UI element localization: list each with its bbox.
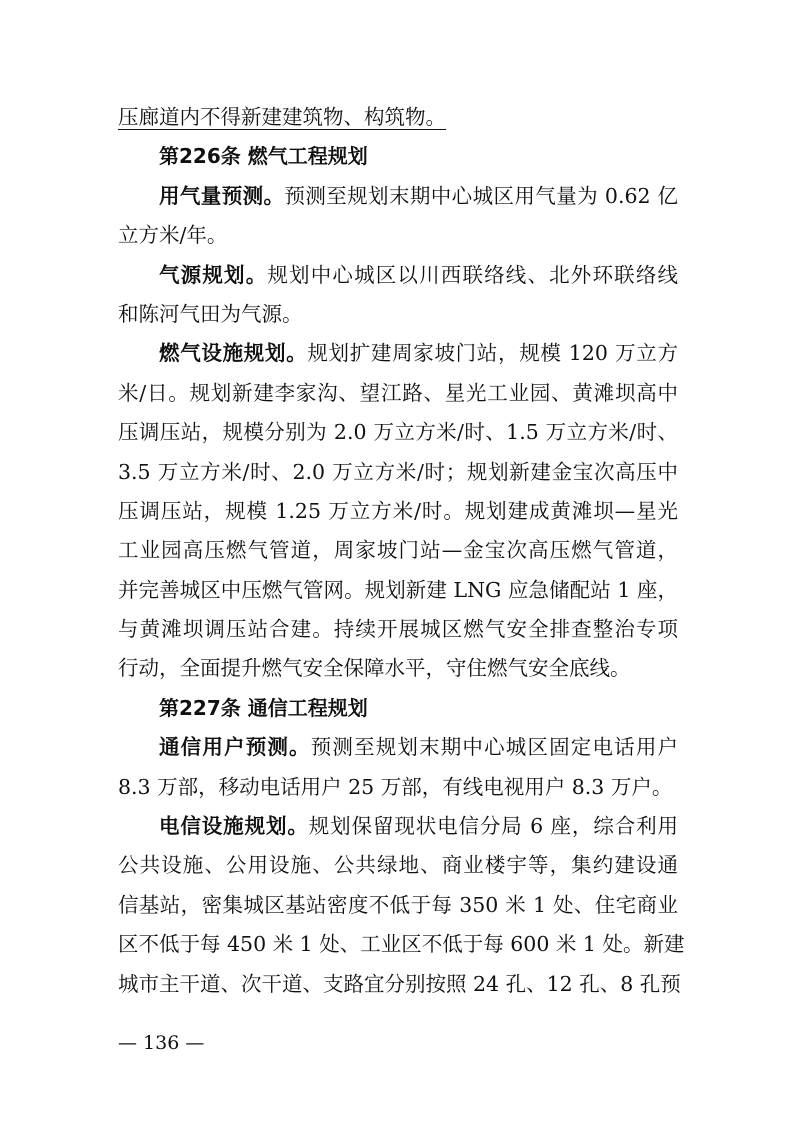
paragraph-text: 压调压站，规模 1.25 万立方米/时。规划建成黄滩坝—星光 — [118, 498, 678, 523]
paragraph-text: 工业园高压燃气管道，周家坡门站—金宝次高压燃气管道， — [118, 538, 678, 563]
paragraph-lead: 用气量预测。 — [159, 183, 285, 208]
paragraph-lead: 电信设施规划。 — [159, 814, 309, 839]
page-number: — 136 — — [118, 1032, 205, 1054]
paragraph-text: 和陈河气田为气源。 — [118, 301, 303, 326]
paragraph-text: 区不低于每 450 米 1 处、工业区不低于每 600 米 1 处。新建 — [118, 932, 685, 957]
paragraph-continuation — [118, 98, 678, 137]
paragraph-text: 与黄滩坝调压站合建。持续开展城区燃气安全排查整治专项 — [118, 617, 678, 642]
underlined-text: 压廊道内不得新建建筑物、构筑物。 — [118, 105, 446, 129]
paragraph-text: 规划扩建周家坡门站，规模 120 万立方 — [307, 341, 678, 366]
paragraph-text: 信基站，密集城区基站密度不低于每 350 米 1 处、住宅商业 — [118, 892, 678, 917]
section-227-heading: 第227条 通信工程规划 — [159, 695, 368, 720]
section-226-heading: 第226条 燃气工程规划 — [159, 144, 368, 169]
paragraph-telecom-facilities — [118, 807, 685, 1004]
paragraph-text: 立方米/年。 — [118, 223, 228, 248]
paragraph-text: 压调压站，规模分别为 2.0 万立方米/时、1.5 万立方米/时、 — [118, 420, 678, 445]
paragraph-text: 3.5 万立方米/时、2.0 万立方米/时；规划新建金宝次高压中 — [118, 459, 678, 484]
paragraph-gas-demand — [118, 177, 678, 256]
paragraph-gas-facilities — [118, 334, 678, 689]
paragraph-text: 米/日。规划新建李家沟、望江路、星光工业园、黄滩坝高中 — [118, 380, 678, 405]
paragraph-lead: 气源规划。 — [159, 262, 268, 287]
paragraph-gas-source — [118, 256, 678, 335]
paragraph-text: 预测至规划末期中心城区用气量为 0.62 亿 — [284, 183, 678, 208]
paragraph-text: 并完善城区中压燃气管网。规划新建 LNG 应急储配站 1 座， — [118, 577, 678, 602]
paragraph-text: 预测至规划末期中心城区固定电话用户 — [310, 735, 679, 760]
paragraph-telecom-users — [118, 728, 678, 807]
document-page — [118, 98, 685, 1004]
paragraph-text: 8.3 万部，移动电话用户 25 万部，有线电视用户 8.3 万户。 — [118, 774, 673, 799]
paragraph-text: 行动，全面提升燃气安全保障水平，守住燃气安全底线。 — [118, 656, 631, 681]
paragraph-lead: 燃气设施规划。 — [159, 341, 308, 366]
paragraph-text: 公共设施、公用设施、公共绿地、商业楼宇等，集约建设通 — [118, 853, 678, 878]
paragraph-text: 规划中心城区以川西联络线、北外环联络线 — [267, 262, 679, 287]
paragraph-text: 城市主干道、次干道、支路宜分别按照 24 孔、12 孔、8 孔预 — [118, 971, 681, 996]
paragraph-lead: 通信用户预测。 — [159, 735, 311, 760]
paragraph-text: 规划保留现状电信分局 6 座，综合利用 — [308, 814, 678, 839]
